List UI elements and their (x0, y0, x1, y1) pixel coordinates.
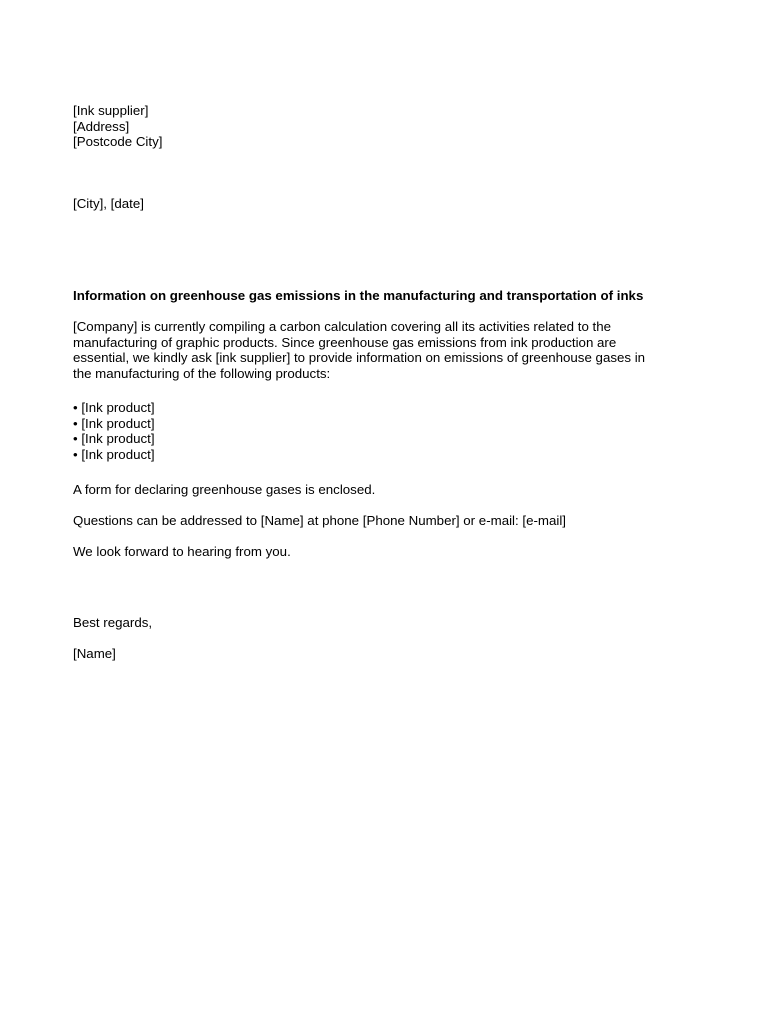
product-list-item: • [Ink product] (73, 446, 155, 462)
place-date: [City], [date] (73, 196, 144, 211)
product-list (73, 400, 155, 462)
product-list-item: • [Ink product] (73, 431, 155, 446)
signature-name: [Name] (73, 646, 116, 661)
intro-line: essential, we kindly ask [ink supplier] to provide information on emissions of greenhouse gases in (73, 350, 646, 365)
questions-contact: Questions can be addressed to [Name] at phone [Phone Number] or e-mail: [e-mail] (73, 513, 566, 528)
recipient-city: [Postcode City] (73, 134, 163, 149)
intro-paragraph (73, 319, 645, 381)
form-note: A form for declaring greenhouse gases is enclosed. (73, 482, 376, 497)
product-list-item: • [Ink product] (73, 415, 155, 431)
product-list-item: • [Ink product] (73, 400, 155, 415)
letter-subject: Information on greenhouse gas emissions in the manufacturing and transportation of inks (73, 288, 644, 303)
regards: Best regards, (73, 615, 153, 630)
recipient-name: [Ink supplier] (73, 103, 149, 118)
intro-line: manufacturing of graphic products. Since greenhouse gas emissions from ink production are (73, 334, 617, 350)
intro-line: the manufacturing of the following products: (73, 365, 331, 381)
closing-line: We look forward to hearing from you. (73, 544, 291, 559)
intro-line: [Company] is currently compiling a carbon calculation covering all its activities related to the (73, 319, 612, 334)
recipient-street: [Address] (73, 118, 130, 134)
recipient-address (73, 103, 162, 150)
